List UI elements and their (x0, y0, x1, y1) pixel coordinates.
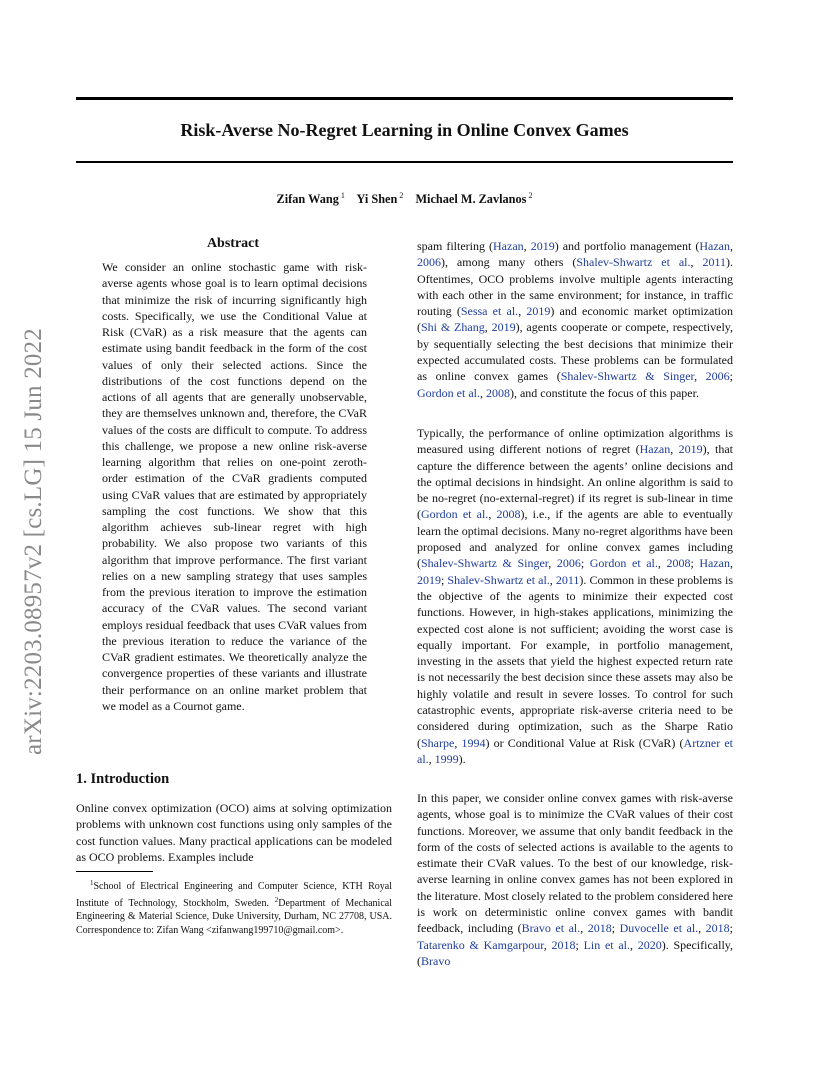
footnote-affiliation-2: Department of Mechanical Engineering & Material Science, Duke University, Durham, NC 27708, USA. Correspondence to: Zifan Wang <zifanwang199710@gmail.com>. (76, 897, 392, 936)
citation-link[interactable]: 2008 (496, 507, 521, 522)
section-heading-introduction: 1. Introduction (76, 771, 170, 787)
author-name: Zifan Wang (276, 192, 339, 206)
citation-link[interactable]: Gordon et al. (421, 507, 489, 522)
author-affiliation-mark: 2 (399, 191, 404, 200)
citation-link[interactable]: Shalev-Shwartz et al. (576, 255, 691, 270)
citation-link[interactable]: 2019 (417, 572, 441, 587)
citation-link[interactable]: 2008 (666, 556, 691, 571)
footnote-divider (76, 871, 153, 872)
author-list (76, 191, 733, 207)
citation-link[interactable]: Gordon et al. (417, 385, 480, 400)
citation-link[interactable]: 2019 (491, 320, 516, 335)
citation-link[interactable]: Shalev-Shwartz & Singer (560, 369, 695, 384)
footnote-mark: 1 (90, 879, 94, 887)
citation-link[interactable]: 2006 (417, 255, 441, 270)
author-affiliation-mark: 1 (340, 191, 345, 200)
abstract-heading: Abstract (206, 236, 260, 251)
title-rule-top (76, 97, 733, 100)
citation-link[interactable]: 1999 (434, 751, 459, 766)
citation-link[interactable]: 2008 (485, 385, 510, 400)
citation-link[interactable]: Hazan (493, 239, 524, 253)
citation-link[interactable]: 2019 (530, 239, 555, 253)
body-paragraph: spam filtering (Hazan, 2019) and portfolio management (Hazan, 2006), among many others (Shalev-Shwartz et al., 2011). Oftentimes, OCO problems involve multiple agents interacting with each other in the same environment; for instance, in traffic routing (Sessa et al., 2019) and economic market optimization (Shi & Zhang, 2019), agents cooperate or compete, respectively, by sequentially selecting the best decisions that minimize their expected accumulated costs. These problems can be formulated as online convex games (Shalev-Shwartz & Singer, 2006; Gordon et al., 2008), and constitute the focus of this paper. (417, 239, 734, 400)
footnote-affiliation-1: School of Electrical Engineering and Computer Science, KTH Royal Institute of Technology, Stockholm, Sweden. (76, 881, 392, 909)
citation-link[interactable]: 2018 (587, 921, 612, 936)
citation-link[interactable]: 2006 (705, 369, 730, 384)
citation-link[interactable]: Bravo (421, 953, 451, 968)
author-name: Yi Shen (356, 192, 398, 206)
citation-link[interactable]: 2011 (702, 255, 727, 270)
citation-link[interactable]: Shalev-Shwartz et al. (447, 572, 550, 587)
body-paragraph: In this paper, we consider online convex games with risk-averse agents, whose goal is to minimize the CVaR values of their cost functions. Moreover, we assume that only bandit feedback in the form of the costs of selected actions is available to the agents to estimate their CVaR values. To the best of our knowledge, risk-averse learning in online convex games has not been explored in the literature. Most closely related to the problem considered here is work on deterministic online convex games with bandit feedback, including (Bravo et al., 2018; Duvocelle et al., 2018; Tatarenko & Kamgarpour, 2018; Lin et al., 2020). Specifically, (Bravo (417, 791, 734, 968)
citation-link[interactable]: Hazan (699, 556, 730, 571)
citation-link[interactable]: 2006 (556, 556, 581, 571)
citation-link[interactable]: Sharpe (421, 735, 455, 750)
citation-link[interactable]: 2018 (705, 921, 730, 936)
citation-link[interactable]: 1994 (461, 735, 486, 750)
citation-link[interactable]: Sessa et al. (460, 304, 519, 319)
paper-title: Risk-Averse No-Regret Learning in Online Convex Games (180, 120, 629, 140)
footnote-mark: 2 (274, 895, 279, 904)
author-name: Michael M. Zavlanos (415, 192, 527, 206)
title-rule-bottom (76, 161, 733, 163)
citation-link[interactable]: Lin et al. (583, 937, 631, 952)
citation-link[interactable]: Bravo et al. (521, 921, 581, 936)
citation-link[interactable]: Shalev-Shwartz & Singer (421, 556, 549, 571)
citation-link[interactable]: 2020 (637, 937, 662, 952)
intro-paragraph: Online convex optimization (OCO) aims at solving optimization problems with unknown cost functions using only samples of the cost function values. Many practical applications can be modeled as OCO problems. Examples include (76, 801, 392, 864)
citation-link[interactable]: Tatarenko & Kamgarpour (417, 937, 544, 952)
body-paragraph: Typically, the performance of online optimization algorithms is measured using different notions of regret (Hazan, 2019), that capture the difference between the agents’ online decisions and the optimal decisions in hindsight. An online algorithm is said to be no-regret (no-external-regret) if its regret is sub-linear in time (Gordon et al., 2008), i.e., if the agents are able to eventually learn the optimal decisions. Many no-regret algorithms have been proposed and analyzed for online convex games including (Shalev-Shwartz & Singer, 2006; Gordon et al., 2008; Hazan, 2019; Shalev-Shwartz et al., 2011). Common in these problems is the objective of the agents to minimize their expected cost functions. However, in high-stakes applications, minimizing the expected cost alone is not sufficient; avoiding the worst case is equally important. For example, in portfolio management, investing in the assets that yield the highest expected return rate is not necessarily the best decision since these assets may also be highly volatile and result in severe losses. To control for such catastrophic events, appropriate risk-averse criteria need to be considered during optimization, such as the Sharpe Ratio (Sharpe, 1994) or Conditional Value at Risk (CVaR) (Artzner et al., 1999). (417, 426, 734, 766)
footnote (76, 877, 392, 937)
author-affiliation-mark: 2 (528, 191, 533, 200)
abstract-text: We consider an online stochastic game with risk-averse agents whose goal is to learn optimal decisions that minimize the risk of incurring significantly high costs. Specifically, we use the Conditional Value at Risk (CVaR) as a risk measure that the agents can estimate using bandit feedback in the form of the cost values of only their selected actions. Since the distributions of the cost functions depend on the actions of all agents that are generally unobservable, they are themselves unknown and, therefore, the CVaR values of the costs are difficult to compute. To address this challenge, we propose a new online risk-averse learning algorithm that relies on one-point zeroth-order estimation of the CVaR gradients computed using CVaR values that are estimated by appropriately sampling the cost functions. We show that this algorithm achieves sub-linear regret with high probability. We also propose two variants of this algorithm that improve performance. The first variant relies on a new sampling strategy that uses samples from the previous iteration to improve the estimation accuracy of the CVaR values. The second variant employs residual feedback that uses CVaR values from the previous iteration to reduce the variance of the CVaR gradient estimates. We theoretically analyze the convergence properties of these variants and illustrate their performance on an online market problem that we model as a Cournot game. (102, 260, 367, 713)
citation-link[interactable]: 2019 (678, 442, 703, 457)
citation-link[interactable]: Shi & Zhang (421, 320, 485, 335)
citation-link[interactable]: Hazan (699, 239, 731, 253)
citation-link[interactable]: 2018 (551, 937, 576, 952)
citation-link[interactable]: Duvocelle et al. (619, 921, 699, 936)
arxiv-identifier: arXiv:2203.08957v2 [cs.LG] 15 Jun 2022 (20, 328, 47, 755)
citation-link[interactable]: Gordon et al. (589, 556, 658, 571)
citation-link[interactable]: Hazan (639, 442, 671, 457)
citation-link[interactable]: Artzner et al. (417, 735, 733, 766)
citation-link[interactable]: 2019 (526, 304, 551, 319)
citation-link[interactable]: 2011 (555, 572, 580, 587)
